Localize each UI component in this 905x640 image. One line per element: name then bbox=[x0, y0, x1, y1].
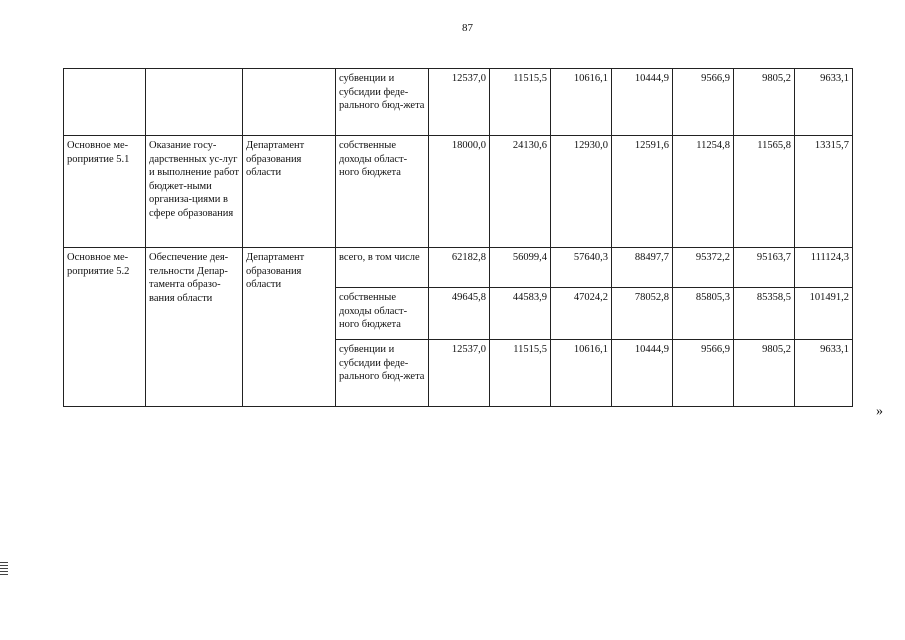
value-cell: 10444,9 bbox=[612, 69, 673, 136]
value-cell: 95372,2 bbox=[673, 248, 734, 288]
value-cell: 9805,2 bbox=[734, 69, 795, 136]
value-cell: 11515,5 bbox=[490, 69, 551, 136]
value-cell: 88497,7 bbox=[612, 248, 673, 288]
value-cell: 49645,8 bbox=[429, 288, 490, 340]
event-cell bbox=[64, 69, 146, 136]
value-cell: 10616,1 bbox=[551, 340, 612, 407]
value-cell: 24130,6 bbox=[490, 136, 551, 248]
value-cell: 57640,3 bbox=[551, 248, 612, 288]
value-cell: 111124,3 bbox=[795, 248, 853, 288]
value-cell: 12930,0 bbox=[551, 136, 612, 248]
funding-source-cell: субвенции и субсидии феде-рального бюд-жета bbox=[336, 340, 429, 407]
value-cell: 95163,7 bbox=[734, 248, 795, 288]
value-cell: 11565,8 bbox=[734, 136, 795, 248]
value-cell: 62182,8 bbox=[429, 248, 490, 288]
page-number: 87 bbox=[462, 22, 473, 34]
value-cell: 12537,0 bbox=[429, 340, 490, 407]
department-cell bbox=[243, 69, 336, 136]
department-cell: Департамент образования области bbox=[243, 248, 336, 407]
budget-table bbox=[63, 68, 853, 407]
value-cell: 11254,8 bbox=[673, 136, 734, 248]
value-cell: 85358,5 bbox=[734, 288, 795, 340]
activity-name-cell: Оказание госу-дарственных ус-луг и выполнение работ бюджет-ными организа-циями в сфере образования bbox=[146, 136, 243, 248]
value-cell: 78052,8 bbox=[612, 288, 673, 340]
funding-source-cell: всего, в том числе bbox=[336, 248, 429, 288]
event-cell: Основное ме-роприятие 5.2 bbox=[64, 248, 146, 407]
funding-source-cell: собственные доходы област-ного бюджета bbox=[336, 288, 429, 340]
funding-source-cell: субвенции и субсидии феде-ральнoго бюд-жета bbox=[336, 69, 429, 136]
value-cell: 10616,1 bbox=[551, 69, 612, 136]
value-cell: 12537,0 bbox=[429, 69, 490, 136]
scan-edge-marks bbox=[0, 562, 8, 577]
activity-name-cell bbox=[146, 69, 243, 136]
value-cell: 56099,4 bbox=[490, 248, 551, 288]
value-cell: 12591,6 bbox=[612, 136, 673, 248]
table-row bbox=[64, 248, 853, 288]
value-cell: 9633,1 bbox=[795, 340, 853, 407]
department-cell: Департамент образования области bbox=[243, 136, 336, 248]
value-cell: 11515,5 bbox=[490, 340, 551, 407]
value-cell: 18000,0 bbox=[429, 136, 490, 248]
closing-quote-mark: » bbox=[876, 404, 883, 419]
value-cell: 9633,1 bbox=[795, 69, 853, 136]
value-cell: 9566,9 bbox=[673, 69, 734, 136]
value-cell: 47024,2 bbox=[551, 288, 612, 340]
value-cell: 10444,9 bbox=[612, 340, 673, 407]
value-cell: 85805,3 bbox=[673, 288, 734, 340]
value-cell: 13315,7 bbox=[795, 136, 853, 248]
table-row bbox=[64, 69, 853, 136]
value-cell: 9805,2 bbox=[734, 340, 795, 407]
table-row bbox=[64, 136, 853, 248]
activity-name-cell: Обеспечение дея-тельности Депар-тамента образо-вания области bbox=[146, 248, 243, 407]
event-cell: Основное ме-роприятие 5.1 bbox=[64, 136, 146, 248]
funding-source-cell: собственные доходы област-ного бюджета bbox=[336, 136, 429, 248]
value-cell: 101491,2 bbox=[795, 288, 853, 340]
value-cell: 44583,9 bbox=[490, 288, 551, 340]
value-cell: 9566,9 bbox=[673, 340, 734, 407]
